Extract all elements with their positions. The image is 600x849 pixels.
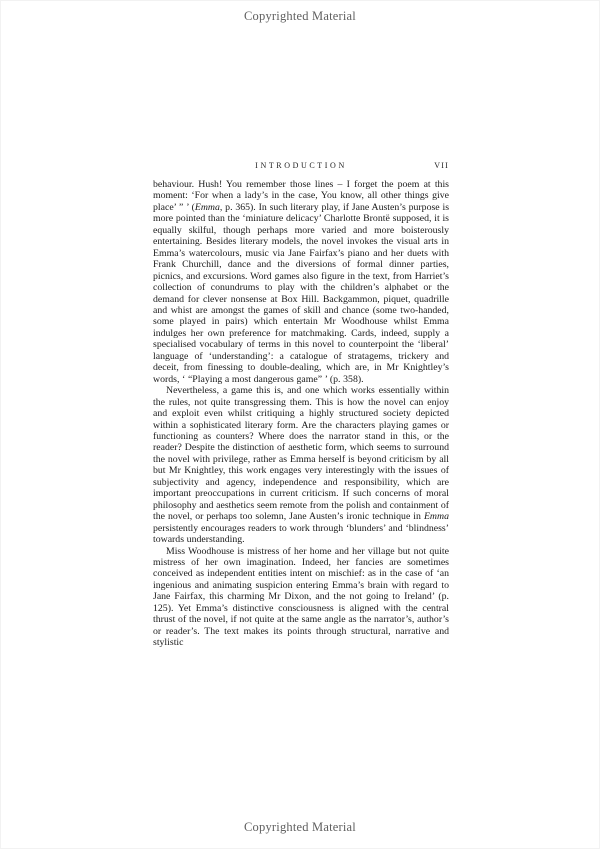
body-text (153, 179, 449, 649)
running-head-title: INTRODUCTION (255, 161, 347, 170)
page-number: VII (434, 161, 449, 170)
running-head (153, 161, 449, 174)
paragraph: Nevertheless, a game this is, and one which works essentially within the rules, not quite transgressing them. This is how the novel can enjoy and exploit even whilst critiquing a highly structured society depicted within a sophisticated literary form. Are the characters playing games or functioning as counters? Where does the narrator stand in this, or the reader? Despite the distinction of aesthetic form, which seems to surround the novel with privilege, rather as Emma herself is beyond criticism by all but Mr Knightley, this work engages very interestingly with the issues of subjectivity and agency, independence and responsibility, which are important preoccupations in current criticism. If such concerns of moral philosophy and aesthetics seem remote from the polish and containment of the novel, or perhaps too solemn, Jane Austen’s ironic technique in Emma persistently encourages readers to work through ‘blunders’ and ‘blindness’ towards understanding. (153, 385, 449, 546)
copyright-watermark-top: Copyrighted Material (244, 9, 356, 23)
text-column (153, 161, 449, 649)
copyright-watermark-bottom: Copyrighted Material (244, 820, 356, 834)
paragraph: Miss Woodhouse is mistress of her home and her village but not quite mistress of her own imagination. Indeed, her fancies are sometimes conceived as independent entities intent on mischief: as in the case of ‘an ingenious and animating suspicion entering Emma’s brain with regard to Jane Fairfax, this charming Mr Dixon, and the not going to Ireland’ (p. 125). Yet Emma’s distinctive consciousness is aligned with the central thrust of the novel, if not quite at the same angle as the narrator’s, author’s or reader’s. The text makes its points through structural, narrative and stylistic (153, 545, 449, 649)
paragraph: behaviour. Hush! You remember those lines – I forget the poem at this moment: ‘For when a lady’s in the case, You know, all other things give place’ ” ’ (Emma, p. 365). In such literary play, if Jane Austen’s purpose is more pointed than the ‘miniature delicacy’ Charlotte Brontë supposed, it is equally skilful, though perhaps more varied and more boisterously entertaining. Besides literary models, the novel invokes the visual arts in Emma’s watercolours, music via Jane Fairfax’s piano and her duets with Frank Churchill, dance and the diversions of formal dinner parties, picnics, and excursions. Word games also figure in the text, from Harriet’s collection of conundrums to play with the children’s alphabet or the demand for clever nonsense at Box Hill. Backgammon, piquet, quadrille and whist are amongst the games of skill and chance (some two-handed, some played in pairs) which entertain Mr Woodhouse whilst Emma indulges her own preference for matchmaking. Cards, indeed, supply a specialised vocabulary of terms in this novel to counterpoint the ‘liberal’ language of ‘understanding’: a catalogue of stratagems, trickery and deceit, from finessing to double-dealing, which are, in Mr Knightley’s words, ‘ “Playing a most dangerous game” ’ (p. 358). (153, 179, 450, 385)
